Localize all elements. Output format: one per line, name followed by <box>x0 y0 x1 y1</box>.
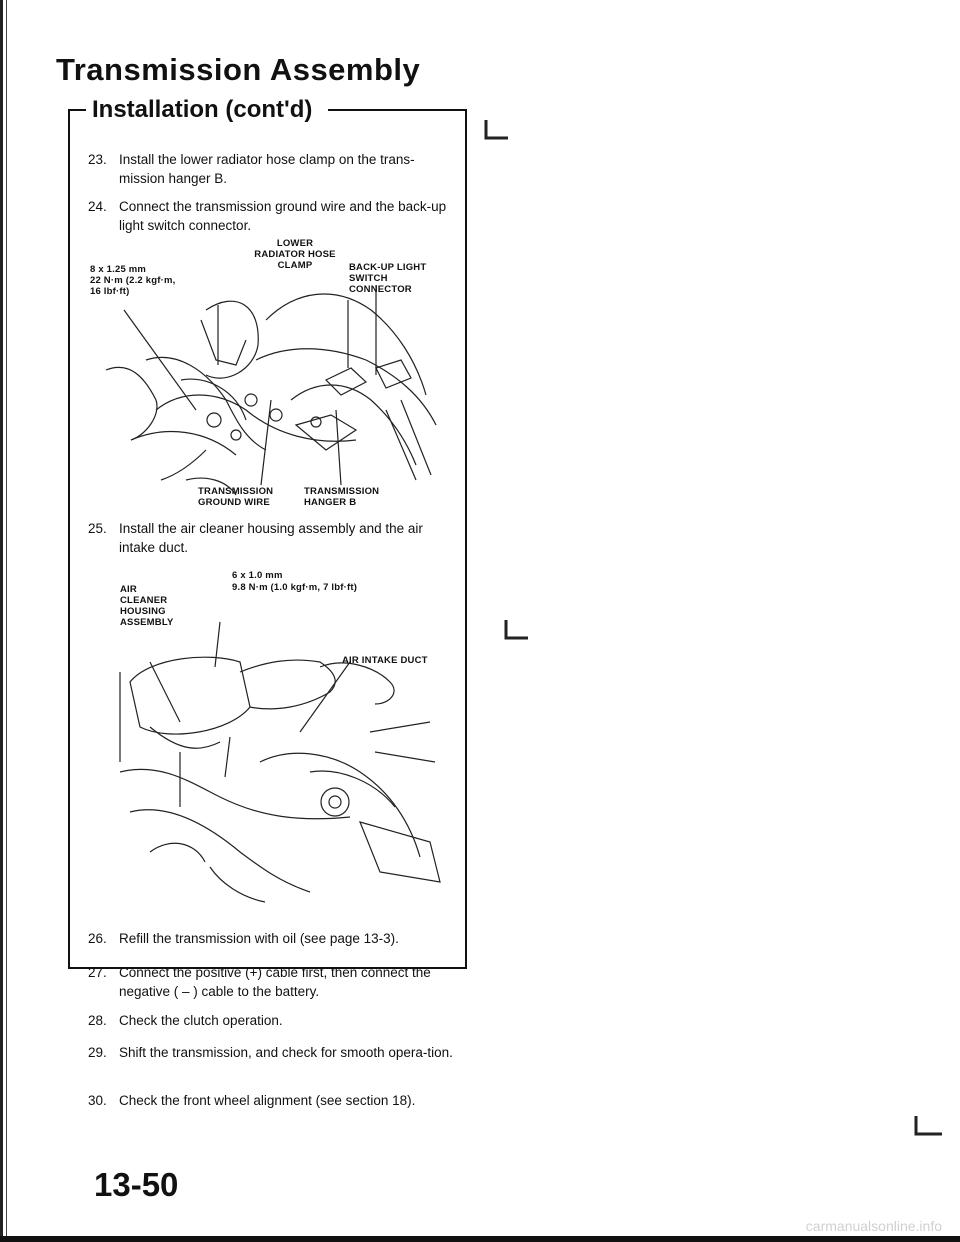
page-edge-scan-shadow <box>0 0 14 1242</box>
step-text: Connect the positive (+) cable first, then connect the negative ( – ) cable to the battery. <box>119 965 431 999</box>
step-text: Connect the transmission ground wire and the back-up light switch connector. <box>119 199 447 233</box>
step-23 <box>88 150 458 188</box>
label-torque-1b: 16 lbf·ft) <box>90 286 130 297</box>
step-24 <box>88 197 458 235</box>
step-29 <box>88 1043 458 1062</box>
label-air-intake-duct: AIR INTAKE DUCT <box>342 655 428 666</box>
label-lower-radiator-hose-clamp: LOWER RADIATOR HOSE CLAMP <box>254 238 336 271</box>
corner-mark-top <box>480 116 510 146</box>
label-torque-2: 9.8 N·m (1.0 kgf·m, 7 lbf·ft) <box>232 582 358 593</box>
step-28 <box>88 1011 458 1030</box>
step-text: Check the clutch operation. <box>119 1013 283 1028</box>
step-number: 23. <box>88 152 107 167</box>
section-subtitle: Installation (cont'd) <box>92 96 313 123</box>
label-bolt-size-1: 8 x 1.25 mm <box>90 264 147 275</box>
figure-air-cleaner-housing <box>90 612 460 912</box>
step-26 <box>88 929 458 948</box>
step-text: Install the air cleaner housing assembly and the air intake duct. <box>119 521 423 555</box>
step-number: 27. <box>88 965 107 980</box>
step-number: 30. <box>88 1093 107 1108</box>
label-hanger-b: TRANSMISSION HANGER B <box>304 486 380 508</box>
label-air-cleaner-housing: AIR CLEANER HOUSING ASSEMBLY <box>120 584 174 628</box>
step-30 <box>88 1091 458 1110</box>
step-number: 26. <box>88 931 107 946</box>
step-number: 29. <box>88 1045 107 1060</box>
step-number: 24. <box>88 199 107 214</box>
watermark: carmanualsonline.info <box>805 1218 942 1234</box>
label-ground-wire: TRANSMISSION GROUND WIRE <box>198 486 274 508</box>
step-number: 28. <box>88 1013 107 1028</box>
corner-mark-bottom <box>910 1112 944 1142</box>
label-bolt-size-2: 6 x 1.0 mm <box>232 570 283 581</box>
step-text: Refill the transmission with oil (see page 13-3). <box>119 931 399 946</box>
step-text: Shift the transmission, and check for smooth opera-tion. <box>119 1045 453 1060</box>
step-27 <box>88 963 458 1001</box>
bottom-scan-edge <box>0 1236 960 1242</box>
step-text: Check the front wheel alignment (see section 18). <box>119 1093 416 1108</box>
step-number: 25. <box>88 521 107 536</box>
step-25 <box>88 519 458 557</box>
page-number: 13-50 <box>94 1166 179 1203</box>
label-backup-light-connector: BACK-UP LIGHT SWITCH CONNECTOR <box>349 262 427 295</box>
corner-mark-middle <box>500 616 530 646</box>
page-title: Transmission Assembly <box>56 52 421 87</box>
label-torque-1a: 22 N·m (2.2 kgf·m, <box>90 275 176 286</box>
figure-transmission-ground-wire <box>86 250 466 498</box>
step-text: Install the lower radiator hose clamp on the trans-mission hanger B. <box>119 152 415 186</box>
